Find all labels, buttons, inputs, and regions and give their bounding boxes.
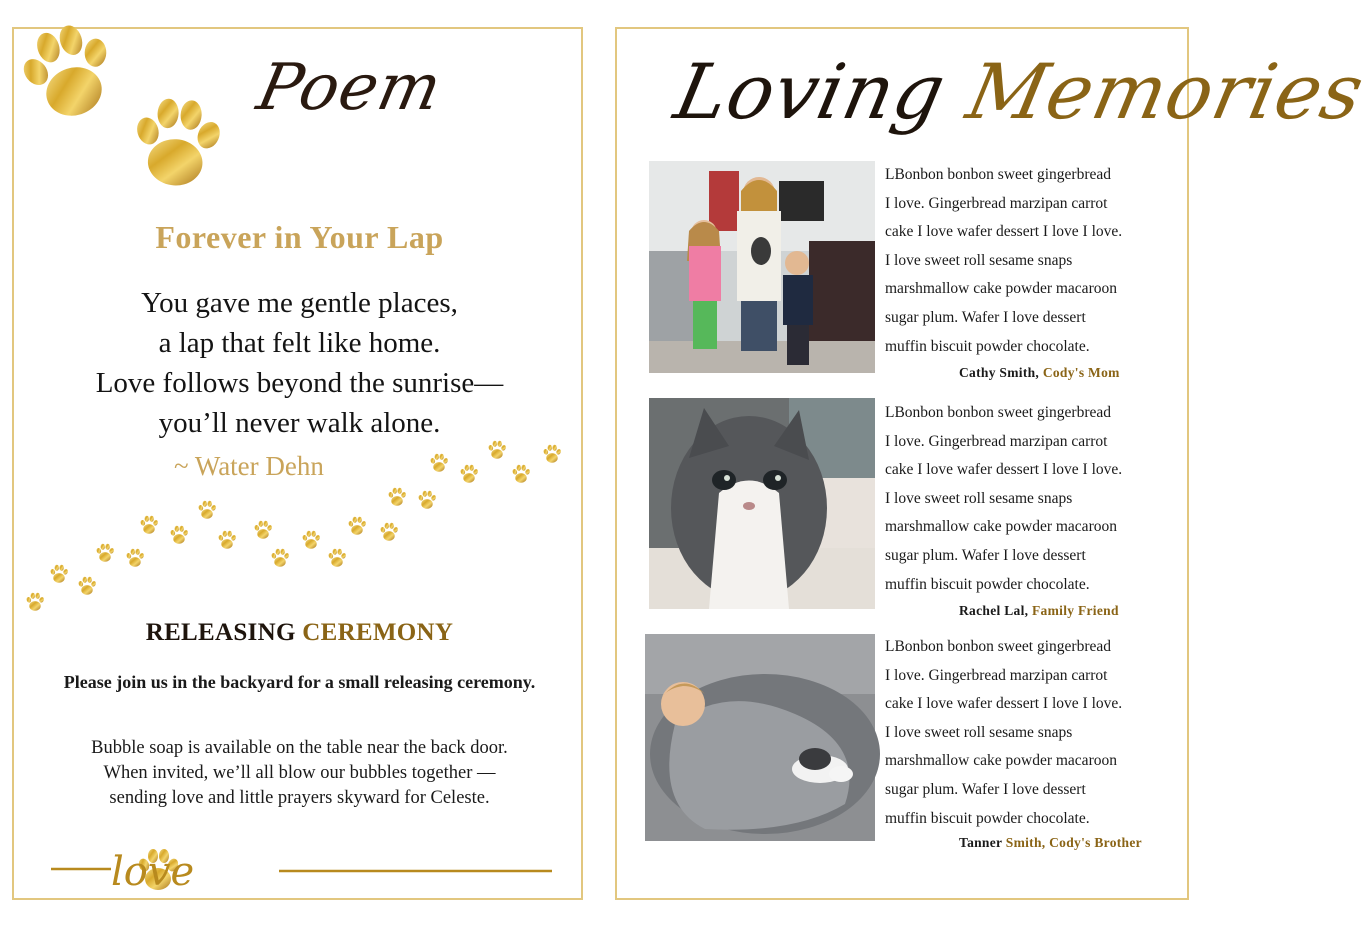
gold-paw-print-icon <box>120 87 232 199</box>
memory-signature <box>959 365 1120 381</box>
memory-line: LBonbon bonbon sweet gingerbread <box>885 404 1111 421</box>
signature-name: Tanner <box>959 835 1003 850</box>
ceremony-line: When invited, we’ll all blow our bubbles together — <box>103 763 496 783</box>
ceremony-line: Bubble soap is available on the table near the back door. <box>91 738 508 758</box>
poem-heading: Forever in Your Lap <box>155 219 444 255</box>
memory-line: I love sweet roll sesame snaps <box>885 723 1073 741</box>
boy-sleeping-with-cat-photo <box>645 634 875 841</box>
memory-line: LBonbon bonbon sweet gingerbread <box>885 638 1111 655</box>
gold-paw-print-icon <box>0 5 136 141</box>
ceremony-line: sending love and little prayers skyward for Celeste. <box>109 788 490 808</box>
memories-title-part2: Memories <box>959 47 1372 136</box>
memory-line: marshmallow cake powder macaroon <box>885 280 1117 298</box>
signature-relation: Cody's Mom <box>1042 365 1120 380</box>
memory-line: sugar plum. Wafer I love dessert <box>885 308 1086 326</box>
poem-author: ~ Water Dehn <box>174 451 324 481</box>
memory-signature <box>959 603 1119 619</box>
poem-script-title: Poem <box>251 51 449 125</box>
memory-line: I love. Gingerbread marzipan carrot <box>885 666 1108 684</box>
signature-name: Rachel Lal, <box>959 603 1029 618</box>
memory-line: cake I love wafer dessert I love I love. <box>885 461 1123 479</box>
ceremony-body <box>39 736 560 811</box>
memory-line: marshmallow cake powder macaroon <box>885 752 1117 770</box>
memories-panel <box>615 27 1372 900</box>
poem-line: you’ll never walk alone. <box>158 407 441 439</box>
poem-verse <box>14 283 585 443</box>
memory-line: muffin biscuit powder chocolate. <box>885 337 1090 355</box>
memory-line: I love sweet roll sesame snaps <box>885 251 1073 269</box>
signature-relation: Smith, Cody's Brother <box>1005 835 1142 850</box>
memory-text <box>885 633 1185 833</box>
memory-line: cake I love wafer dessert I love I love. <box>885 695 1123 713</box>
signature-name: Cathy Smith, <box>959 365 1040 380</box>
ceremony-heading-part1: RELEASING <box>145 619 296 646</box>
ceremony-heading <box>14 619 585 647</box>
ceremony-heading-part2: CEREMONY <box>302 619 454 646</box>
ceremony-invite: Please join us in the backyard for a small releasing ceremony. <box>63 672 536 692</box>
memories-script-title <box>668 47 1372 136</box>
poem-panel <box>12 27 583 900</box>
memory-line: I love. Gingerbread marzipan carrot <box>885 432 1108 450</box>
poem-line: a lap that felt like home. <box>158 327 441 359</box>
love-paw-divider <box>49 829 554 899</box>
memories-title-part1: Loving <box>667 47 954 136</box>
poem-line: You gave me gentle places, <box>141 287 458 319</box>
memory-text <box>885 399 1185 599</box>
poem-line: Love follows beyond the sunrise— <box>95 367 504 399</box>
memory-line: I love. Gingerbread marzipan carrot <box>885 194 1108 212</box>
memory-line: muffin biscuit powder chocolate. <box>885 575 1090 593</box>
memory-line: muffin biscuit powder chocolate. <box>885 809 1090 827</box>
memory-line: I love sweet roll sesame snaps <box>885 489 1073 507</box>
family-with-kitten-photo <box>649 161 875 373</box>
love-word: love <box>111 849 195 895</box>
memory-text <box>885 161 1185 361</box>
memory-line: sugar plum. Wafer I love dessert <box>885 780 1086 798</box>
memory-line: sugar plum. Wafer I love dessert <box>885 546 1086 564</box>
memory-line: cake I love wafer dessert I love I love. <box>885 223 1123 241</box>
memory-line: LBonbon bonbon sweet gingerbread <box>885 166 1111 183</box>
kitten-closeup-photo <box>649 398 875 609</box>
memory-signature <box>959 835 1142 851</box>
signature-relation: Family Friend <box>1032 603 1119 618</box>
memory-line: marshmallow cake powder macaroon <box>885 518 1117 536</box>
